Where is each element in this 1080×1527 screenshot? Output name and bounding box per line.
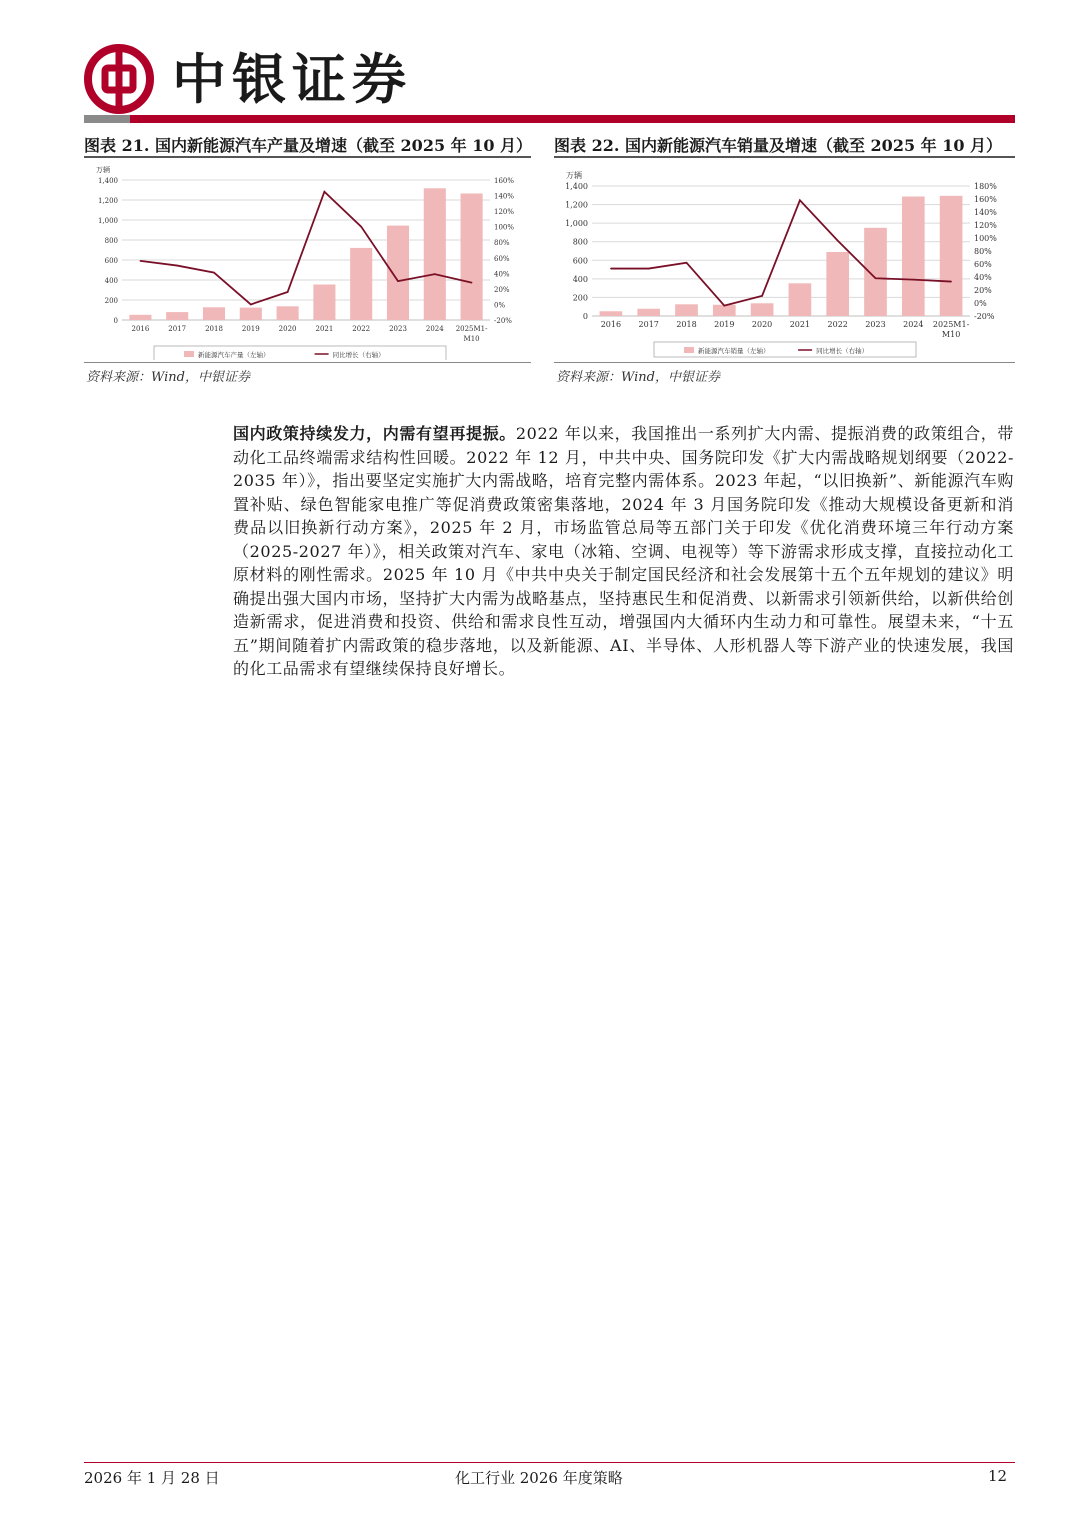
bar bbox=[313, 285, 335, 321]
y2-tick-label: 100% bbox=[494, 223, 515, 232]
bar bbox=[277, 306, 299, 320]
bar bbox=[940, 196, 963, 316]
y2-tick-label: 160% bbox=[974, 195, 997, 204]
y2-tick-label: 80% bbox=[494, 239, 510, 248]
growth-point bbox=[140, 260, 142, 262]
x-tick-label: 2018 bbox=[205, 325, 223, 333]
legend-bar-swatch bbox=[184, 351, 194, 357]
y2-tick-label: 100% bbox=[974, 234, 997, 243]
y2-tick-label: 160% bbox=[494, 177, 515, 185]
y2-tick-label: -20% bbox=[974, 312, 995, 321]
bar bbox=[350, 248, 372, 320]
y2-tick-label: 120% bbox=[974, 221, 997, 230]
x-tick-label: 2016 bbox=[131, 325, 150, 333]
figure-21-chart bbox=[84, 162, 531, 360]
x-tick-label-cont: M10 bbox=[463, 335, 480, 343]
legend-bar-label: 新能源汽车销量（左轴） bbox=[698, 347, 770, 355]
y2-tick-label: 20% bbox=[974, 286, 992, 295]
y-tick-label: 1,200 bbox=[565, 200, 588, 210]
y-tick-label: 1,400 bbox=[97, 177, 118, 185]
y2-tick-label: 0% bbox=[974, 299, 987, 308]
bar bbox=[751, 303, 774, 316]
y-tick-label: 800 bbox=[104, 237, 118, 245]
growth-point bbox=[434, 273, 436, 275]
footer-report-title: 化工行业 2026 年度策略 bbox=[455, 1469, 623, 1487]
figure-22-title-rule bbox=[554, 156, 1015, 158]
y-tick-label: 1,400 bbox=[565, 182, 588, 191]
bar bbox=[461, 194, 483, 321]
growth-point bbox=[837, 240, 839, 242]
y-tick-label: 600 bbox=[104, 257, 118, 265]
y2-tick-label: 60% bbox=[974, 260, 992, 269]
figure-21-title: 图表 21. 国内新能源汽车产量及增速（截至 2025 年 10 月） bbox=[84, 136, 533, 155]
header-rule-accent bbox=[84, 115, 130, 123]
x-tick-label: 2018 bbox=[676, 320, 697, 329]
y-tick-label: 200 bbox=[572, 293, 588, 303]
bar bbox=[387, 226, 409, 320]
x-tick-label: 2021 bbox=[789, 320, 811, 329]
body-paragraph bbox=[233, 422, 1014, 681]
x-tick-label: 2020 bbox=[751, 320, 773, 329]
footer-date: 2026 年 1 月 28 日 bbox=[84, 1469, 220, 1487]
y2-tick-label: 120% bbox=[494, 208, 515, 217]
footer-page-number: 12 bbox=[988, 1467, 1008, 1485]
y-tick-label: 800 bbox=[572, 237, 588, 247]
y-tick-label: 0 bbox=[113, 317, 118, 325]
x-tick-label: 2019 bbox=[714, 320, 735, 329]
y-axis-unit: 万辆 bbox=[96, 166, 110, 174]
body-lead: 国内政策持续发力，内需有望再提振。 bbox=[233, 424, 516, 443]
bar bbox=[637, 309, 660, 316]
y2-tick-label: -20% bbox=[494, 317, 512, 325]
growth-point bbox=[360, 226, 362, 228]
y2-tick-label: 60% bbox=[494, 254, 510, 263]
y-tick-label: 1,200 bbox=[97, 197, 118, 205]
bar bbox=[600, 311, 623, 316]
x-tick-label: 2023 bbox=[865, 320, 886, 329]
y2-tick-label: 40% bbox=[494, 270, 510, 279]
figure-22-source: 资料来源：Wind，中银证券 bbox=[556, 370, 720, 385]
growth-point bbox=[471, 282, 473, 284]
figure-21-title-rule bbox=[84, 156, 531, 158]
y-tick-label: 1,000 bbox=[97, 217, 118, 225]
bar bbox=[902, 196, 925, 316]
bar bbox=[675, 304, 698, 316]
y2-tick-label: 180% bbox=[974, 182, 997, 191]
x-tick-label: 2024 bbox=[903, 320, 924, 329]
bank-of-china-logo bbox=[84, 44, 154, 114]
growth-point bbox=[724, 305, 726, 307]
x-tick-label: 2021 bbox=[315, 325, 334, 333]
bar bbox=[826, 252, 849, 316]
bar bbox=[424, 188, 446, 320]
growth-point bbox=[686, 262, 688, 264]
x-tick-label: 2022 bbox=[827, 320, 848, 329]
y2-tick-label: 40% bbox=[974, 273, 992, 282]
x-tick-label-cont: M10 bbox=[941, 330, 961, 339]
y2-tick-label: 140% bbox=[494, 192, 515, 201]
growth-point bbox=[287, 291, 289, 293]
footer-rule bbox=[84, 1462, 1015, 1463]
y-tick-label: 400 bbox=[572, 274, 588, 284]
legend-bar-swatch bbox=[684, 347, 694, 353]
y2-tick-label: 140% bbox=[974, 208, 997, 217]
growth-point bbox=[397, 280, 399, 282]
bar bbox=[240, 308, 262, 320]
y-tick-label: 0 bbox=[582, 312, 588, 321]
y-tick-label: 400 bbox=[104, 277, 118, 285]
figure-21-source: 资料来源：Wind，中银证券 bbox=[86, 370, 250, 385]
x-tick-label: 2017 bbox=[168, 325, 187, 333]
growth-line bbox=[611, 200, 951, 305]
x-tick-label: 2025M1- bbox=[932, 320, 970, 329]
y-axis-unit: 万辆 bbox=[566, 171, 582, 180]
bar bbox=[203, 307, 225, 320]
x-tick-label: 2022 bbox=[352, 325, 371, 333]
y-tick-label: 1,000 bbox=[565, 219, 588, 229]
growth-point bbox=[324, 191, 326, 193]
y2-tick-label: 20% bbox=[494, 285, 510, 294]
growth-point bbox=[176, 265, 178, 267]
x-tick-label: 2017 bbox=[638, 320, 659, 329]
y-tick-label: 600 bbox=[572, 256, 588, 266]
growth-point bbox=[610, 268, 612, 270]
growth-line bbox=[140, 192, 471, 305]
x-tick-label: 2024 bbox=[425, 325, 444, 333]
y2-tick-label: 0% bbox=[494, 301, 506, 310]
figure-21-source-rule bbox=[84, 362, 531, 363]
header-rule bbox=[84, 115, 1015, 123]
growth-point bbox=[875, 278, 877, 280]
brand-name: 中银证券 bbox=[172, 47, 412, 111]
x-tick-label: 2019 bbox=[241, 325, 260, 333]
x-tick-label: 2025M1- bbox=[455, 325, 488, 333]
growth-point bbox=[213, 272, 215, 274]
legend-line-label: 同比增长（右轴） bbox=[816, 347, 869, 355]
legend-line-label: 同比增长（右轴） bbox=[332, 351, 385, 359]
growth-point bbox=[648, 268, 650, 270]
growth-point bbox=[761, 295, 763, 297]
growth-point bbox=[799, 200, 801, 202]
growth-point bbox=[250, 304, 252, 306]
x-tick-label: 2020 bbox=[278, 325, 297, 333]
bar bbox=[789, 283, 812, 316]
page-header bbox=[84, 38, 1014, 124]
figure-22-chart bbox=[554, 162, 1015, 360]
y2-tick-label: 80% bbox=[974, 247, 992, 256]
growth-point bbox=[913, 279, 915, 281]
figure-22-title: 图表 22. 国内新能源汽车销量及增速（截至 2025 年 10 月） bbox=[554, 136, 1003, 155]
y-tick-label: 200 bbox=[104, 297, 118, 305]
bar bbox=[864, 228, 887, 316]
bar bbox=[166, 312, 188, 320]
legend-bar-label: 新能源汽车产量（左轴） bbox=[198, 351, 270, 359]
growth-point bbox=[950, 281, 952, 283]
figure-22-source-rule bbox=[554, 362, 1015, 363]
x-tick-label: 2016 bbox=[600, 320, 622, 329]
bar bbox=[129, 315, 151, 320]
x-tick-label: 2023 bbox=[389, 325, 407, 333]
body-text: 2022 年以来，我国推出一系列扩大内需、提振消费的政策组合，带动化工品终端需求结构性回暖。2022 年 12 月，中共中央、国务院印发《扩大内需战略规划纲要（2022-2035 年）》，指出要坚定实施扩大内需战略，培育完整内需体系。2023 年起，“以旧换新”、新能源汽车购置补贴、绿色智能家电推广等促消费政策密集落地，2024 年 3 月国务院印发《推动大规模设备更新和消费品以旧换新行动方案》，2025 年 2 月，市场监管总局等五部门关于印发《优化消费环境三年行动方案（2025-2027 年）》，相关政策对汽车、家电（冰箱、空调、电视等）等下游需求形成支撑，直接拉动化工原材料的刚性需求。2025 年 10 月《中共中央关于制定国民经济和社会发展第十五个五年规划的建议》明确提出强大国内市场，坚持扩大内需为战略基点，坚持惠民生和促消费、以新需求引领新供给，以新供给创造新需求，促进消费和投资、供给和需求良性互动，增强国内大循环内生动力和可靠性。展望未来，“十五五”期间随着扩内需政策的稳步落地，以及新能源、AI、半导体、人形机器人等下游产业的快速发展，我国的化工品需求有望继续保持良好增长。 bbox=[233, 424, 1014, 678]
